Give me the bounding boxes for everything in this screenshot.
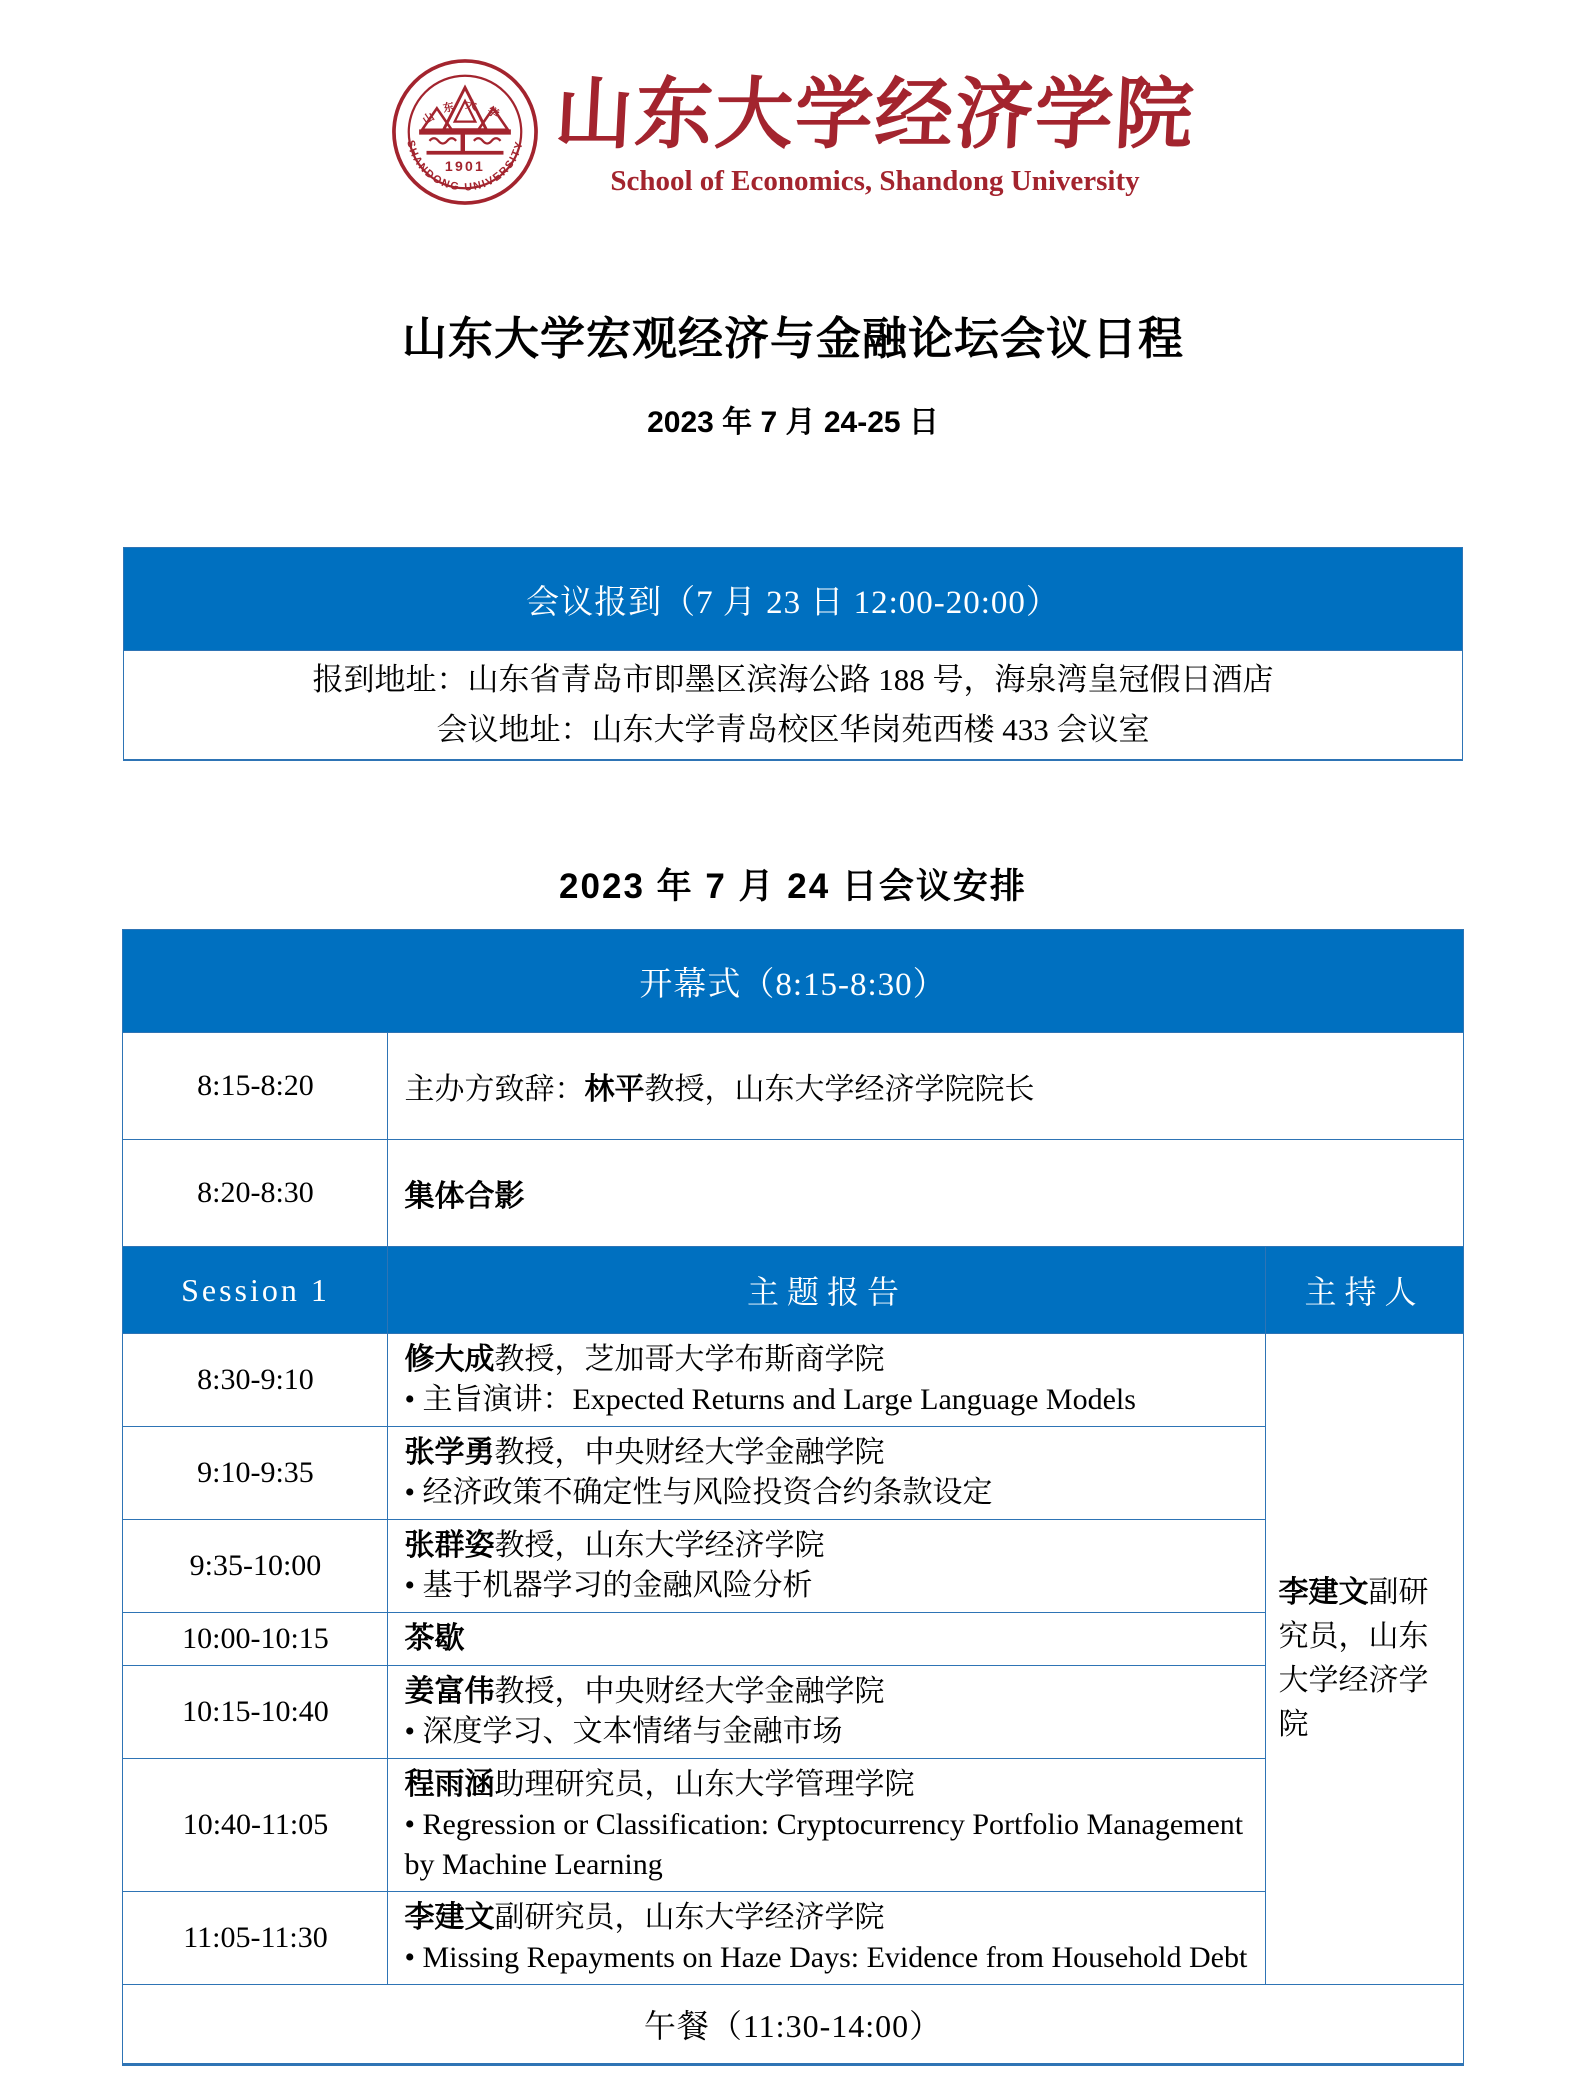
speaker-affiliation: 教授，山东大学经济学院 xyxy=(494,1529,825,1562)
speaker-name: 张群姿 xyxy=(404,1529,495,1562)
talk-title: • 经济政策不确定性与风险投资合约条款设定 xyxy=(404,1476,993,1509)
page-title: 山东大学宏观经济与金融论坛会议日程 xyxy=(401,313,1184,364)
speaker-affiliation: 教授，芝加哥大学布斯商学院 xyxy=(494,1343,885,1376)
content-cell xyxy=(388,1427,1266,1520)
logo-wordmark: 山东大学经济学院 xyxy=(552,70,1198,158)
time-cell: 10:40-11:05 xyxy=(123,1759,388,1892)
date-range: 2023 年 7 月 24-25 日 xyxy=(647,406,939,439)
registration-header: 会议报到（7 月 23 日 12:00-20:00） xyxy=(124,548,1463,651)
time-cell: 9:10-9:35 xyxy=(123,1427,388,1520)
schedule-row xyxy=(123,1427,1463,1520)
talk-title: • Regression or Classification: Cryptocurrency Portfolio Management by Machine Learning xyxy=(404,1808,1244,1881)
talk-title: • 基于机器学习的金融风险分析 xyxy=(404,1569,813,1602)
topic-report-header: 主题报告 xyxy=(388,1247,1266,1334)
opening-ceremony-header: 开幕式（8:15-8:30） xyxy=(123,930,1463,1033)
content-cell xyxy=(388,1666,1266,1759)
talk-title: • Missing Repayments on Haze Days: Evidence from Household Debt xyxy=(404,1941,1248,1974)
logo xyxy=(0,0,1586,206)
content-cell xyxy=(388,1520,1266,1613)
speaker-name: 修大成 xyxy=(404,1343,495,1376)
schedule-row xyxy=(123,1666,1463,1759)
logo-subtitle: School of Economics, Shandong University xyxy=(610,165,1140,198)
registration-address-line1: 报到地址：山东省青岛市即墨区滨海公路 188 号，海泉湾皇冠假日酒店 xyxy=(312,662,1274,697)
logo-text-block xyxy=(552,66,1198,199)
time-cell: 8:20-8:30 xyxy=(123,1140,388,1247)
schedule-row xyxy=(123,1334,1463,1427)
lunch-row xyxy=(123,1985,1463,2065)
schedule-row xyxy=(123,1613,1463,1666)
moderator-header: 主持人 xyxy=(1266,1247,1463,1334)
speaker-affiliation: 副研究员，山东大学经济学院 xyxy=(494,1901,885,1934)
speaker-name: 李建文 xyxy=(404,1901,495,1934)
session1-label: Session 1 xyxy=(123,1247,388,1334)
university-seal-icon xyxy=(391,58,539,206)
opening-speech-rest: 教授，山东大学经济学院院长 xyxy=(644,1073,1035,1106)
time-cell: 10:00-10:15 xyxy=(123,1613,388,1666)
time-cell: 9:35-10:00 xyxy=(123,1520,388,1613)
tea-break-label: 茶歇 xyxy=(404,1622,465,1655)
seal-year: 1901 xyxy=(444,158,486,175)
talk-title: • 深度学习、文本情绪与金融市场 xyxy=(404,1715,843,1748)
opening-speech-prefix: 主办方致辞： xyxy=(404,1073,585,1106)
time-cell: 11:05-11:30 xyxy=(123,1892,388,1985)
time-cell: 8:15-8:20 xyxy=(123,1033,388,1140)
moderator-affiliation: 副研究员，山东大学经济学院 xyxy=(1278,1576,1429,1741)
moderator-name: 李建文 xyxy=(1278,1576,1369,1609)
schedule-row xyxy=(123,1759,1463,1892)
day1-heading: 2023 年 7 月 24 日会议安排 xyxy=(559,867,1027,906)
content-cell xyxy=(388,1140,1463,1247)
session1-header-row xyxy=(123,1247,1463,1334)
opening-speech-name: 林平 xyxy=(584,1073,645,1106)
svg-text:山东大学: 山东大学 xyxy=(420,99,510,127)
time-cell: 10:15-10:40 xyxy=(123,1666,388,1759)
content-cell xyxy=(388,1334,1266,1427)
content-cell xyxy=(388,1759,1266,1892)
schedule-table xyxy=(122,929,1463,2066)
time-cell: 8:30-9:10 xyxy=(123,1334,388,1427)
registration-address-cell xyxy=(124,651,1463,761)
content-cell xyxy=(388,1892,1266,1985)
schedule-row xyxy=(123,1140,1463,1247)
content-cell xyxy=(388,1613,1266,1666)
schedule-row xyxy=(123,1892,1463,1985)
speaker-affiliation: 教授，中央财经大学金融学院 xyxy=(494,1436,885,1469)
registration-address-line2: 会议地址：山东大学青岛校区华岗苑西楼 433 会议室 xyxy=(436,712,1150,747)
speaker-name: 程雨涵 xyxy=(404,1768,495,1801)
schedule-row xyxy=(123,1033,1463,1140)
svg-text:SHANDONG UNIVERSITY: SHANDONG UNIVERSITY xyxy=(404,139,526,194)
speaker-affiliation: 助理研究员，山东大学管理学院 xyxy=(494,1768,915,1801)
talk-title: • 主旨演讲：Expected Returns and Large Language Models xyxy=(404,1383,1136,1416)
speaker-name: 张学勇 xyxy=(404,1436,495,1469)
speaker-name: 姜富伟 xyxy=(404,1675,495,1708)
registration-table xyxy=(123,547,1463,761)
lunch-label: 午餐（11:30-14:00） xyxy=(123,1985,1463,2065)
schedule-row xyxy=(123,1520,1463,1613)
speaker-affiliation: 教授，中央财经大学金融学院 xyxy=(494,1675,885,1708)
moderator-cell xyxy=(1266,1334,1463,1985)
content-cell xyxy=(388,1033,1463,1140)
group-photo-label: 集体合影 xyxy=(404,1180,525,1213)
